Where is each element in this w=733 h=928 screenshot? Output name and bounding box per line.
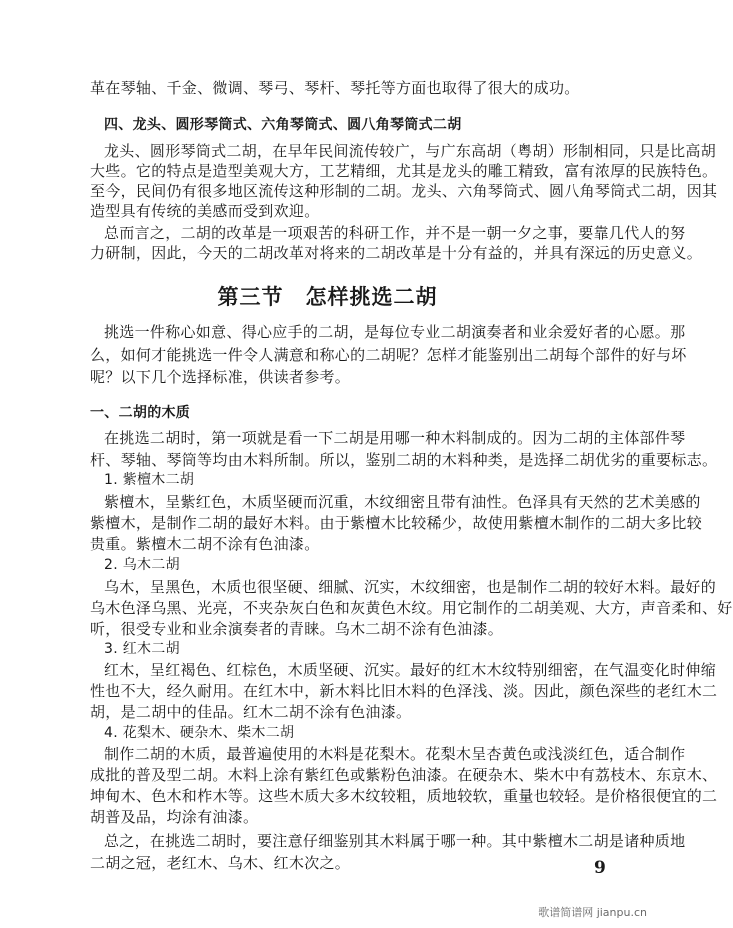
item-line: 乌木色泽乌黑、光亮，不夹杂灰白色和灰黄色木纹。用它制作的二胡美观、大方，声音柔和、好 [90,599,733,617]
section4-heading: 四、龙头、圆形琴筒式、六角琴筒式、圆八角琴筒式二胡 [104,117,462,133]
item-line: 贵重。紫檀木二胡不涂有色油漆。 [90,535,320,553]
summary-line: 二胡之冠，老红木、乌木、红木次之。 [90,854,351,872]
watermark-text: 歌谱简谱网 jianpu.cn [538,906,647,919]
section-title: 第三节 怎样挑选二胡 [217,285,438,309]
page-number: 9 [594,858,606,878]
section4-para2-line: 力研制，因此，今天的二胡改革对将来的二胡改革是十分有益的，并具有深远的历史意义。 [90,244,703,262]
intro-para-line: 挑选一件称心如意、得心应手的二胡，是每位专业二胡演奏者和业余爱好者的心愿。那 [104,323,686,341]
item-label: 3. 红木二胡 [104,641,180,657]
item-label: 2. 乌木二胡 [104,557,180,573]
item-line: 乌木，呈黑色，木质也很坚硬、细腻、沉实，木纹细密，也是制作二胡的较好木料。最好的 [104,578,717,596]
item-line: 紫檀木，是制作二胡的最好木料。由于紫檀木比较稀少，故使用紫檀木制作的二胡大多比较 [90,514,703,532]
intro-line: 革在琴轴、千金、微调、琴弓、琴杆、琴托等方面也取得了很大的成功。 [90,79,580,97]
wood-heading: 一、二胡的木质 [90,405,191,421]
item-line: 红木，呈红褐色、红棕色，木质坚硬、沉实。最好的红木木纹特别细密，在气温变化时伸缩 [104,661,717,679]
wood-para-line: 在挑选二胡时，第一项就是看一下二胡是用哪一种木料制成的。因为二胡的主体部件琴 [104,429,686,447]
section4-para1-line: 造型具有传统的美感而受到欢迎。 [90,202,320,220]
item-line: 听，很受专业和业余演奏者的青睐。乌木二胡不涂有色油漆。 [90,620,504,638]
summary-line: 总之，在挑选二胡时，要注意仔细鉴别其木料属于哪一种。其中紫檀木二胡是诸种质地 [104,832,686,850]
wood-para-line: 杆、琴轴、琴筒等均由木料所制。所以，鉴别二胡的木料种类，是选择二胡优劣的重要标志。 [90,451,718,469]
item-line: 性也不大，经久耐用。在红木中，新木料比旧木料的色泽浅、淡。因此，颜色深些的老红木二 [90,682,718,700]
item-line: 坤甸木、色木和柞木等。这些木质大多木纹较粗，质地较软，重量也较轻。是价格很便宜的二 [90,787,718,805]
section4-para1-line: 至今，民间仍有很多地区流传这种形制的二胡。龙头、六角琴筒式、圆八角琴筒式二胡，因其 [90,182,718,200]
item-line: 制作二胡的木质，最普遍使用的木料是花梨木。花梨木呈杏黄色或浅淡红色，适合制作 [104,745,686,763]
item-line: 成批的普及型二胡。木料上涂有紫红色或紫粉色油漆。在硬杂木、柴木中有荔枝木、东京木、 [90,766,718,784]
intro-para-line: 呢？以下几个选择标准，供读者参考。 [90,368,351,386]
item-label: 4. 花梨木、硬杂木、柴木二胡 [104,725,295,741]
item-line: 紫檀木，呈紫红色，木质坚硬而沉重，木纹细密且带有油性。色泽具有天然的艺术美感的 [104,493,701,511]
section4-para1-line: 大些。它的特点是造型美观大方，工艺精细，尤其是龙头的雕工精致，富有浓厚的民族特色。 [90,162,718,180]
intro-para-line: 么，如何才能挑选一件令人满意和称心的二胡呢？怎样才能鉴别出二胡每个部件的好与坏 [90,346,687,364]
section4-para2-line: 总而言之，二胡的改革是一项艰苦的科研工作，并不是一朝一夕之事，要靠几代人的努 [104,224,686,242]
item-line: 胡普及品，均涂有油漆。 [90,808,259,826]
item-label: 1. 紫檀木二胡 [104,472,195,488]
item-line: 胡，是二胡中的佳品。红木二胡不涂有色油漆。 [90,703,412,721]
section4-para1-line: 龙头、圆形琴筒式二胡，在早年民间流传较广，与广东高胡（粤胡）形制相同，只是比高胡 [104,142,717,160]
